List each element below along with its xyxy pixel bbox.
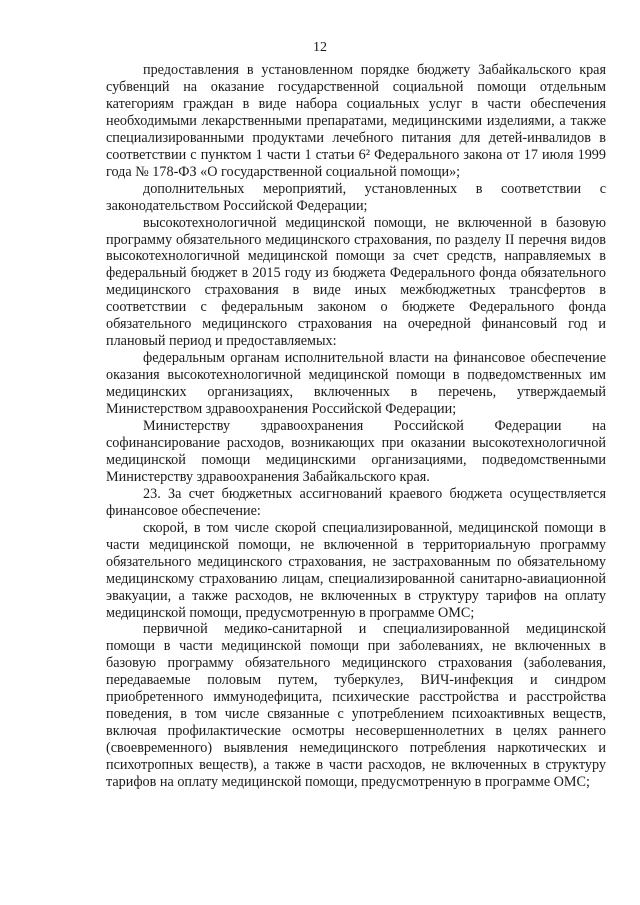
paragraph-5: Министерству здравоохранения Российской Федерации на софинансирование расходов, возникающих при оказании высокотехнологичной медицинской помощи медицинскими организациями, подведомственными Министерству здравоохранения Забайкальского края. [106, 418, 606, 485]
paragraph-7: скорой, в том числе скорой специализированной, медицинской помощи в части медицинской помощи, не включенной в территориальную программу обязательного медицинского страхования, не застрахованным по обязательному медицинскому страхованию лицам, специализированной санитарно-авиационной эвакуации, а также расходов, не включенных в структуру тарифов на оплату медицинской помощи, предусмотренную в программе ОМС; [106, 519, 606, 621]
paragraph-1: предоставления в установленном порядке бюджету Забайкальского края субвенций на оказание государственной социальной помощи отдельным категориям граждан в виде набора социальных услуг в части обеспечения необходимыми лекарственными препаратами, медицинскими изделиями, а также специализированными продуктами лечебного питания для детей-инвалидов в соответствии с пунктом 1 части 1 статьи 6² Федерального закона от 17 июля 1999 года № 178-ФЗ «О государственной социальной помощи»; [106, 62, 606, 180]
document-body [106, 62, 606, 791]
paragraph-8: первичной медико-санитарной и специализированной медицинской помощи в части медицинской помощи при заболеваниях, не включенных в базовую программу обязательного медицинского страхования (заболевания, передаваемые половым путем, туберкулез, ВИЧ-инфекция и синдром приобретенного иммунодефицита, психические расстройства и расстройства поведения, в том числе связанные с употреблением психоактивных веществ, включая профилактические осмотры несовершеннолетних в целях раннего (своевременного) выявления немедицинского потребления наркотических и психотропных веществ), а также в части расходов, не включенных в структуру тарифов на оплату медицинской помощи, предусмотренную в программе ОМС; [106, 621, 606, 791]
paragraph-2: дополнительных мероприятий, установленных в соответствии с законодательством Российской Федерации; [106, 180, 606, 214]
paragraph-4: федеральным органам исполнительной власти на финансовое обеспечение оказания высокотехнологичной медицинской помощи в подведомственных им медицинских организациях, включенных в перечень, утверждаемый Министерством здравоохранения Российской Федерации; [106, 350, 606, 418]
paragraph-6: 23. За счет бюджетных ассигнований краевого бюджета осуществляется финансовое обеспечение: [106, 485, 606, 519]
paragraph-3: высокотехнологичной медицинской помощи, не включенной в базовую программу обязательного медицинского страхования, по разделу II перечня видов высокотехнологичной медицинской помощи за счет средств, направляемых в федеральный бюджет в 2015 году из бюджета Федерального фонда обязательного медицинского страхования в виде иных межбюджетных трансфертов в соответствии с федеральным законом о бюджете Федерального фонда обязательного медицинского страхования на очередной финансовый год и плановый период и предоставляемых: [106, 214, 606, 350]
page-number: 12 [313, 40, 327, 55]
